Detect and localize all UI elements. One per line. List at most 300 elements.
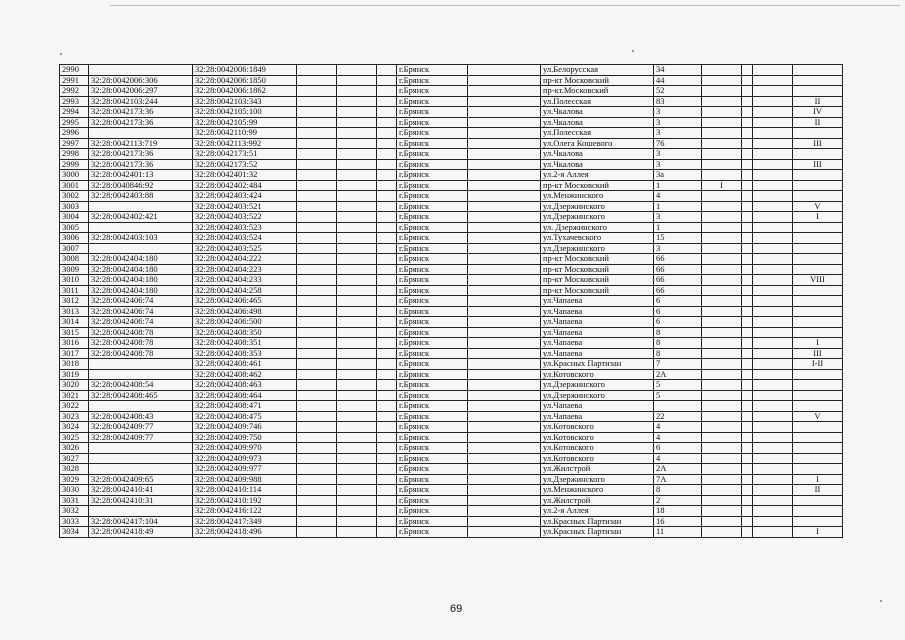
col-5-cell <box>337 86 377 97</box>
flat-number-cell: I <box>793 474 843 485</box>
col-13-cell <box>753 432 793 443</box>
table-row <box>60 128 843 139</box>
object-cadastral-cell: 32:28:0042006:1862 <box>193 86 297 97</box>
object-cadastral-cell: 32:28:0042403:522 <box>193 212 297 223</box>
col-13-cell <box>753 296 793 307</box>
register-table <box>59 64 843 538</box>
col-6-cell <box>377 380 397 391</box>
col-13-cell <box>753 254 793 265</box>
building-number-cell: 16 <box>654 516 702 527</box>
building-number-cell: 3 <box>654 149 702 160</box>
row-number-cell: 3013 <box>60 306 89 317</box>
col-6-cell <box>377 296 397 307</box>
col-4-cell <box>297 327 337 338</box>
street-cell: ул.Котовского <box>541 453 654 464</box>
col-11-cell <box>702 275 742 286</box>
col-5-cell <box>337 128 377 139</box>
city-cell: г.Брянск <box>397 296 468 307</box>
object-cadastral-cell: 32:28:0042410:114 <box>193 485 297 496</box>
col-8-cell <box>468 107 541 118</box>
col-12-cell <box>742 96 753 107</box>
street-cell: ул.Красных Партизан <box>541 359 654 370</box>
col-11-cell <box>702 191 742 202</box>
col-5-cell <box>337 243 377 254</box>
city-cell: г.Брянск <box>397 201 468 212</box>
col-13-cell <box>753 201 793 212</box>
object-cadastral-cell: 32:28:0042416:122 <box>193 506 297 517</box>
col-11-cell <box>702 201 742 212</box>
land-plot-cadastral-cell: 32:28:0042404:180 <box>89 264 193 275</box>
city-cell: г.Брянск <box>397 233 468 244</box>
col-4-cell <box>297 527 337 538</box>
street-cell: ул.Менжинского <box>541 485 654 496</box>
col-5-cell <box>337 506 377 517</box>
col-8-cell <box>468 138 541 149</box>
flat-number-cell <box>793 369 843 380</box>
object-cadastral-cell: 32:28:0042408:461 <box>193 359 297 370</box>
land-plot-cadastral-cell: 32:28:0042403:103 <box>89 233 193 244</box>
col-5-cell <box>337 317 377 328</box>
flat-number-cell <box>793 75 843 86</box>
table-row <box>60 75 843 86</box>
street-cell: ул.Котовского <box>541 432 654 443</box>
col-11-cell <box>702 96 742 107</box>
col-12-cell <box>742 138 753 149</box>
flat-number-cell <box>793 170 843 181</box>
col-8-cell <box>468 432 541 443</box>
col-12-cell <box>742 516 753 527</box>
col-6-cell <box>377 327 397 338</box>
flat-number-cell <box>793 128 843 139</box>
col-8-cell <box>468 422 541 433</box>
col-12-cell <box>742 506 753 517</box>
col-5-cell <box>337 275 377 286</box>
land-plot-cadastral-cell: 32:28:0042403:88 <box>89 191 193 202</box>
land-plot-cadastral-cell: 32:28:0040846:92 <box>89 180 193 191</box>
row-number-cell: 2993 <box>60 96 89 107</box>
col-6-cell <box>377 275 397 286</box>
row-number-cell: 3029 <box>60 474 89 485</box>
col-4-cell <box>297 506 337 517</box>
col-12-cell <box>742 464 753 475</box>
row-number-cell: 3033 <box>60 516 89 527</box>
table-row <box>60 474 843 485</box>
city-cell: г.Брянск <box>397 495 468 506</box>
land-plot-cadastral-cell: 32:28:0042409:77 <box>89 432 193 443</box>
col-11-cell <box>702 453 742 464</box>
street-cell: ул.Чапаева <box>541 348 654 359</box>
col-8-cell <box>468 348 541 359</box>
row-number-cell: 3023 <box>60 411 89 422</box>
street-cell: пр-кт Московский <box>541 285 654 296</box>
table-row <box>60 516 843 527</box>
col-5-cell <box>337 380 377 391</box>
col-8-cell <box>468 222 541 233</box>
flat-number-cell <box>793 422 843 433</box>
row-number-cell: 3018 <box>60 359 89 370</box>
col-8-cell <box>468 117 541 128</box>
col-13-cell <box>753 86 793 97</box>
col-4-cell <box>297 338 337 349</box>
street-cell: ул.Котовского <box>541 443 654 454</box>
street-cell: ул.Белорусская <box>541 65 654 76</box>
col-13-cell <box>753 495 793 506</box>
col-5-cell <box>337 464 377 475</box>
land-plot-cadastral-cell: 32:28:0042408:78 <box>89 327 193 338</box>
land-plot-cadastral-cell: 32:28:0042406:74 <box>89 296 193 307</box>
col-5-cell <box>337 117 377 128</box>
building-number-cell: 6 <box>654 443 702 454</box>
building-number-cell: 7А <box>654 474 702 485</box>
col-12-cell <box>742 201 753 212</box>
col-6-cell <box>377 128 397 139</box>
object-cadastral-cell: 32:28:0042173:51 <box>193 149 297 160</box>
city-cell: г.Брянск <box>397 306 468 317</box>
col-8-cell <box>468 411 541 422</box>
building-number-cell: 3 <box>654 243 702 254</box>
city-cell: г.Брянск <box>397 453 468 464</box>
row-number-cell: 3030 <box>60 485 89 496</box>
row-number-cell: 3028 <box>60 464 89 475</box>
col-6-cell <box>377 495 397 506</box>
col-11-cell: I <box>702 180 742 191</box>
col-11-cell <box>702 516 742 527</box>
table-row <box>60 369 843 380</box>
col-12-cell <box>742 159 753 170</box>
row-number-cell: 3025 <box>60 432 89 443</box>
building-number-cell: 66 <box>654 275 702 286</box>
flat-number-cell: I-II <box>793 359 843 370</box>
col-4-cell <box>297 516 337 527</box>
city-cell: г.Брянск <box>397 128 468 139</box>
col-12-cell <box>742 401 753 412</box>
col-8-cell <box>468 453 541 464</box>
col-6-cell <box>377 65 397 76</box>
row-number-cell: 3020 <box>60 380 89 391</box>
object-cadastral-cell: 32:28:0042408:351 <box>193 338 297 349</box>
col-13-cell <box>753 422 793 433</box>
building-number-cell <box>654 401 702 412</box>
city-cell: г.Брянск <box>397 369 468 380</box>
flat-number-cell <box>793 191 843 202</box>
col-11-cell <box>702 327 742 338</box>
land-plot-cadastral-cell <box>89 222 193 233</box>
col-11-cell <box>702 264 742 275</box>
col-13-cell <box>753 233 793 244</box>
table-row <box>60 191 843 202</box>
col-6-cell <box>377 233 397 244</box>
col-11-cell <box>702 443 742 454</box>
col-13-cell <box>753 128 793 139</box>
col-4-cell <box>297 369 337 380</box>
col-6-cell <box>377 464 397 475</box>
row-number-cell: 3003 <box>60 201 89 212</box>
col-5-cell <box>337 527 377 538</box>
col-13-cell <box>753 327 793 338</box>
table-row <box>60 306 843 317</box>
building-number-cell: 34 <box>654 65 702 76</box>
col-13-cell <box>753 170 793 181</box>
col-13-cell <box>753 212 793 223</box>
object-cadastral-cell: 32:28:0042404:258 <box>193 285 297 296</box>
street-cell: ул.Олега Кошевого <box>541 138 654 149</box>
col-5-cell <box>337 65 377 76</box>
street-cell: ул.Полесская <box>541 96 654 107</box>
table-row <box>60 380 843 391</box>
col-13-cell <box>753 474 793 485</box>
street-cell: ул.Котовского <box>541 369 654 380</box>
row-number-cell: 3010 <box>60 275 89 286</box>
col-13-cell <box>753 464 793 475</box>
col-13-cell <box>753 527 793 538</box>
building-number-cell: 8 <box>654 327 702 338</box>
object-cadastral-cell: 32:28:0042403:424 <box>193 191 297 202</box>
row-number-cell: 3006 <box>60 233 89 244</box>
flat-number-cell <box>793 516 843 527</box>
col-12-cell <box>742 65 753 76</box>
col-12-cell <box>742 117 753 128</box>
table-row <box>60 159 843 170</box>
flat-number-cell <box>793 453 843 464</box>
col-5-cell <box>337 474 377 485</box>
col-13-cell <box>753 264 793 275</box>
col-8-cell <box>468 191 541 202</box>
col-6-cell <box>377 138 397 149</box>
building-number-cell: 66 <box>654 264 702 275</box>
street-cell: пр-кт.Московский <box>541 86 654 97</box>
table-row <box>60 443 843 454</box>
col-5-cell <box>337 443 377 454</box>
col-12-cell <box>742 348 753 359</box>
building-number-cell: 2А <box>654 464 702 475</box>
col-5-cell <box>337 170 377 181</box>
city-cell: г.Брянск <box>397 149 468 160</box>
col-8-cell <box>468 285 541 296</box>
col-8-cell <box>468 65 541 76</box>
col-5-cell <box>337 296 377 307</box>
col-4-cell <box>297 138 337 149</box>
col-8-cell <box>468 443 541 454</box>
city-cell: г.Брянск <box>397 96 468 107</box>
col-11-cell <box>702 306 742 317</box>
table-row <box>60 453 843 464</box>
col-5-cell <box>337 327 377 338</box>
col-11-cell <box>702 474 742 485</box>
col-5-cell <box>337 516 377 527</box>
city-cell: г.Брянск <box>397 401 468 412</box>
col-11-cell <box>702 401 742 412</box>
city-cell: г.Брянск <box>397 327 468 338</box>
object-cadastral-cell: 32:28:0042402:484 <box>193 180 297 191</box>
col-4-cell <box>297 296 337 307</box>
flat-number-cell <box>793 254 843 265</box>
flat-number-cell <box>793 86 843 97</box>
col-5-cell <box>337 254 377 265</box>
street-cell: ул.Дзержинского <box>541 380 654 391</box>
col-12-cell <box>742 128 753 139</box>
building-number-cell: 3 <box>654 107 702 118</box>
city-cell: г.Брянск <box>397 180 468 191</box>
building-number-cell: 44 <box>654 75 702 86</box>
land-plot-cadastral-cell: 32:28:0042173:36 <box>89 107 193 118</box>
col-13-cell <box>753 96 793 107</box>
building-number-cell: 6 <box>654 306 702 317</box>
street-cell: ул.2-я Аллея <box>541 506 654 517</box>
city-cell: г.Брянск <box>397 338 468 349</box>
col-13-cell <box>753 75 793 86</box>
table-row <box>60 327 843 338</box>
col-5-cell <box>337 401 377 412</box>
col-6-cell <box>377 506 397 517</box>
col-4-cell <box>297 191 337 202</box>
col-4-cell <box>297 243 337 254</box>
table-row <box>60 495 843 506</box>
object-cadastral-cell: 32:28:0042410:192 <box>193 495 297 506</box>
col-11-cell <box>702 222 742 233</box>
col-11-cell <box>702 285 742 296</box>
building-number-cell: 3 <box>654 159 702 170</box>
row-number-cell: 3019 <box>60 369 89 380</box>
col-4-cell <box>297 212 337 223</box>
row-number-cell: 3015 <box>60 327 89 338</box>
col-8-cell <box>468 485 541 496</box>
col-6-cell <box>377 149 397 160</box>
col-6-cell <box>377 411 397 422</box>
col-5-cell <box>337 149 377 160</box>
col-4-cell <box>297 65 337 76</box>
col-8-cell <box>468 390 541 401</box>
city-cell: г.Брянск <box>397 285 468 296</box>
col-4-cell <box>297 453 337 464</box>
col-13-cell <box>753 317 793 328</box>
row-number-cell: 2995 <box>60 117 89 128</box>
col-6-cell <box>377 401 397 412</box>
city-cell: г.Брянск <box>397 170 468 181</box>
col-5-cell <box>337 233 377 244</box>
city-cell: г.Брянск <box>397 317 468 328</box>
table-row <box>60 138 843 149</box>
street-cell: ул.Чкалова <box>541 117 654 128</box>
flat-number-cell: II <box>793 485 843 496</box>
col-6-cell <box>377 474 397 485</box>
col-6-cell <box>377 359 397 370</box>
row-number-cell: 2999 <box>60 159 89 170</box>
table-row <box>60 201 843 212</box>
col-6-cell <box>377 191 397 202</box>
table-row <box>60 411 843 422</box>
col-13-cell <box>753 453 793 464</box>
city-cell: г.Брянск <box>397 191 468 202</box>
col-5-cell <box>337 422 377 433</box>
col-5-cell <box>337 338 377 349</box>
col-4-cell <box>297 117 337 128</box>
table-row <box>60 180 843 191</box>
flat-number-cell: II <box>793 96 843 107</box>
city-cell: г.Брянск <box>397 212 468 223</box>
table-row <box>60 222 843 233</box>
col-13-cell <box>753 516 793 527</box>
col-8-cell <box>468 527 541 538</box>
city-cell: г.Брянск <box>397 390 468 401</box>
col-12-cell <box>742 296 753 307</box>
col-6-cell <box>377 75 397 86</box>
city-cell: г.Брянск <box>397 485 468 496</box>
object-cadastral-cell: 32:28:0042404:222 <box>193 254 297 265</box>
col-8-cell <box>468 243 541 254</box>
city-cell: г.Брянск <box>397 380 468 391</box>
city-cell: г.Брянск <box>397 443 468 454</box>
street-cell: ул.Жилстрой <box>541 495 654 506</box>
col-5-cell <box>337 369 377 380</box>
col-11-cell <box>702 212 742 223</box>
col-5-cell <box>337 96 377 107</box>
object-cadastral-cell: 32:28:0042408:464 <box>193 390 297 401</box>
col-5-cell <box>337 159 377 170</box>
city-cell: г.Брянск <box>397 411 468 422</box>
land-plot-cadastral-cell: 32:28:0042418:49 <box>89 527 193 538</box>
col-13-cell <box>753 401 793 412</box>
object-cadastral-cell: 32:28:0042103:343 <box>193 96 297 107</box>
land-plot-cadastral-cell <box>89 201 193 212</box>
col-12-cell <box>742 170 753 181</box>
col-6-cell <box>377 254 397 265</box>
object-cadastral-cell: 32:28:0042110:99 <box>193 128 297 139</box>
col-12-cell <box>742 369 753 380</box>
flat-number-cell: I <box>793 527 843 538</box>
col-13-cell <box>753 107 793 118</box>
building-number-cell: 4 <box>654 453 702 464</box>
flat-number-cell <box>793 380 843 391</box>
row-number-cell: 3000 <box>60 170 89 181</box>
land-plot-cadastral-cell: 32:28:0042404:180 <box>89 285 193 296</box>
object-cadastral-cell: 32:28:0042006:1850 <box>193 75 297 86</box>
object-cadastral-cell: 32:28:0042408:475 <box>193 411 297 422</box>
object-cadastral-cell: 32:28:0042409:977 <box>193 464 297 475</box>
col-8-cell <box>468 264 541 275</box>
col-13-cell <box>753 306 793 317</box>
row-number-cell: 3017 <box>60 348 89 359</box>
object-cadastral-cell: 32:28:0042408:463 <box>193 380 297 391</box>
street-cell: ул.Дзержинского <box>541 201 654 212</box>
col-4-cell <box>297 485 337 496</box>
col-8-cell <box>468 516 541 527</box>
col-13-cell <box>753 485 793 496</box>
col-4-cell <box>297 86 337 97</box>
land-plot-cadastral-cell: 32:28:0042409:65 <box>89 474 193 485</box>
row-number-cell: 3027 <box>60 453 89 464</box>
col-5-cell <box>337 306 377 317</box>
street-cell: ул.Чкалова <box>541 107 654 118</box>
scan-speck <box>880 600 882 602</box>
col-11-cell <box>702 422 742 433</box>
col-5-cell <box>337 212 377 223</box>
table-row <box>60 212 843 223</box>
col-5-cell <box>337 453 377 464</box>
col-12-cell <box>742 327 753 338</box>
col-13-cell <box>753 348 793 359</box>
street-cell: ул.Чкалова <box>541 149 654 160</box>
col-6-cell <box>377 453 397 464</box>
object-cadastral-cell: 32:28:0042418:496 <box>193 527 297 538</box>
flat-number-cell: III <box>793 138 843 149</box>
col-12-cell <box>742 495 753 506</box>
col-8-cell <box>468 233 541 244</box>
col-4-cell <box>297 401 337 412</box>
city-cell: г.Брянск <box>397 254 468 265</box>
col-12-cell <box>742 485 753 496</box>
city-cell: г.Брянск <box>397 348 468 359</box>
col-11-cell <box>702 138 742 149</box>
